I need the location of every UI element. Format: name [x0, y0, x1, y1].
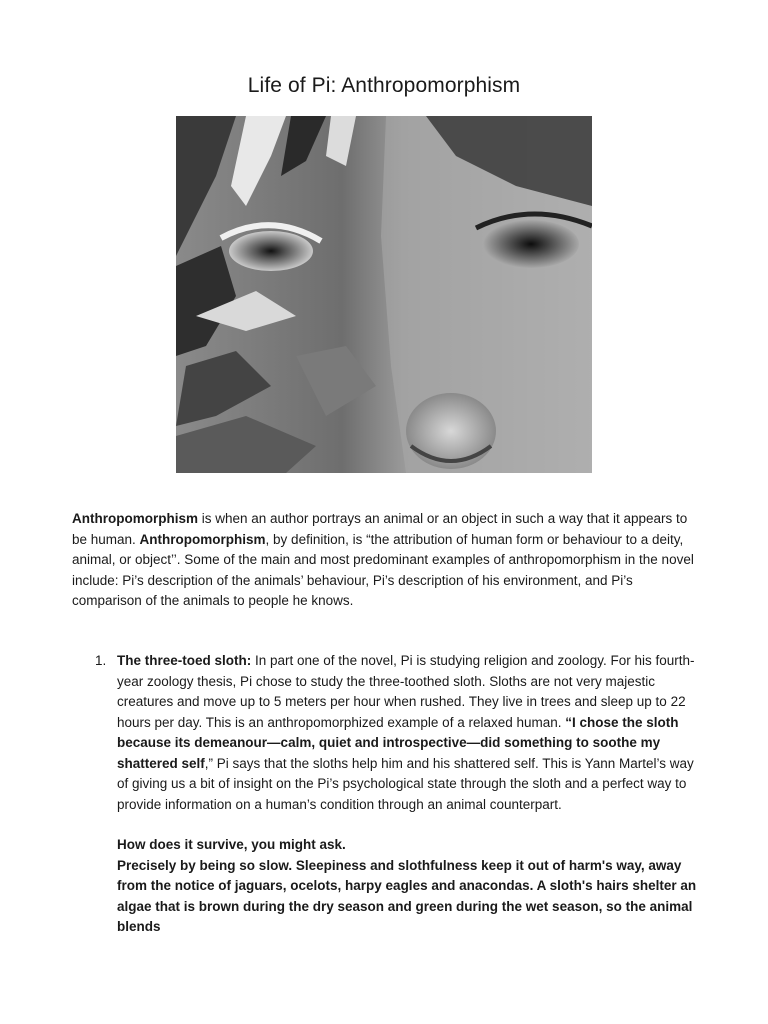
intro-text-2: , by definition, is “the attribution of human form or behaviour to a deity, animal, or object’’. Some of the main and most predominant examples of anthropomorphism in the novel include: Pi’s description of the animals’ behaviour, Pi’s description of his environment, and Pi’s comparison of the animals to people he knows. [72, 531, 694, 608]
item-question: How does it survive, you might ask. [117, 837, 346, 852]
list-item [72, 651, 700, 938]
item-heading: The three-toed sloth: [117, 653, 252, 668]
intro-text-1: is when an author portrays an animal or an object in such a way that it appears to be human. [72, 511, 688, 547]
term-anthropomorphism-2: Anthropomorphism [139, 531, 266, 547]
item-text-1: In part one of the novel, Pi is studying religion and zoology. For his fourth-year zoology thesis, Pi chose to study the three-toothed sloth. Sloths are not very majestic creatures and move up to 5 meters per hour when rushed. They live in trees and sleep up to 22 hours per day. This is an anthropomorphized example of a relaxed human. [117, 653, 695, 730]
intro-paragraph [72, 509, 700, 612]
document-title: Life of Pi: Anthropomorphism [247, 74, 521, 97]
list-number: 1. [95, 653, 107, 668]
term-anthropomorphism: Anthropomorphism [72, 511, 198, 526]
item-quote: “I chose the sloth because its demeanour—calm, quiet and introspective—did something to soothe my shattered self [117, 714, 679, 771]
tiger-human-face-image [176, 116, 592, 473]
item-text-2: ,” Pi says that the sloths help him and his shattered self. This is Yann Martel’s way of giving us a bit of insight on the Pi’s psychological state through the sloth and a perfect way to provide information on a human’s condition through an animal counterpart. [117, 755, 694, 812]
item-answer: Precisely by being so slow. Sleepiness and slothfulness keep it out of harm's way, away from the notice of jaguars, ocelots, harpy eagles and anacondas. A sloth's hairs shelter an algae that is brown during the dry season and green during the wet season, so the animal blends [117, 857, 697, 934]
